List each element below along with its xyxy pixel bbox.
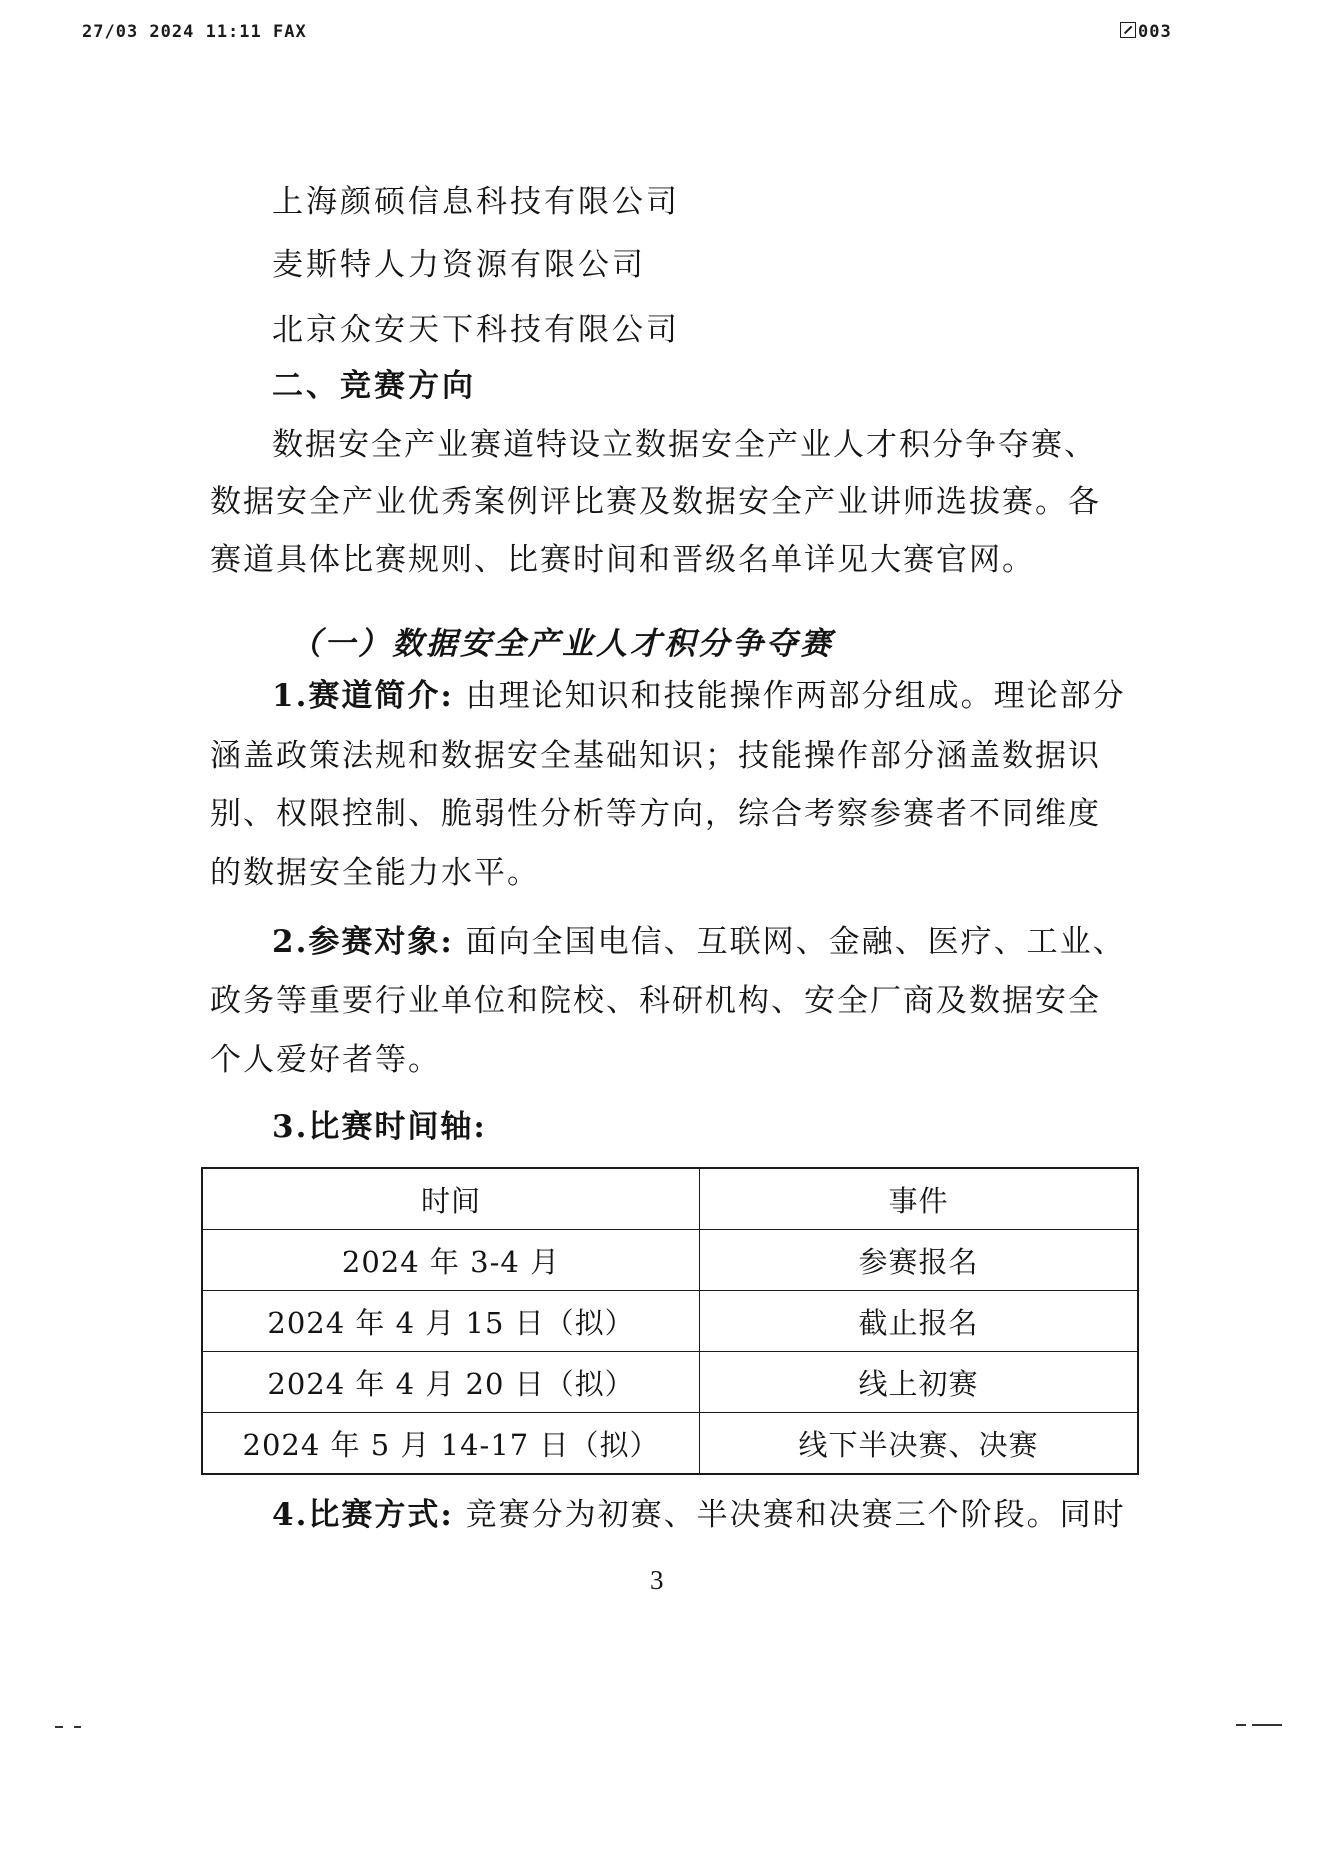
paragraph-line: 数据安全产业赛道特设立数据安全产业人才积分争夺赛、: [272, 427, 1097, 463]
event-cell: 截止报名: [700, 1291, 1139, 1352]
item-first-line: [272, 676, 1126, 716]
company-name: 上海颜硕信息科技有限公司: [272, 184, 680, 220]
item-first-line: [272, 922, 1126, 962]
fax-header-timestamp: 27/03 2024 11:11 FAX: [82, 22, 307, 42]
table-row: [202, 1413, 1138, 1475]
item-label: 2.参赛对象:: [272, 924, 454, 960]
company-name: 麦斯特人力资源有限公司: [272, 247, 646, 283]
paragraph-line: 个人爱好者等。: [210, 1042, 441, 1078]
scan-artifact-mark: [74, 1726, 81, 1728]
table-row: [202, 1352, 1138, 1413]
column-header-time: 时间: [202, 1168, 700, 1230]
paragraph-line: 数据安全产业优秀案例评比赛及数据安全产业讲师选拔赛。各: [210, 484, 1101, 520]
scan-artifact-mark: [1252, 1724, 1282, 1726]
item-label: 4.比赛方式:: [272, 1497, 454, 1533]
timeline-table: [201, 1167, 1139, 1475]
paragraph-line: 别、权限控制、脆弱性分析等方向，综合考察参赛者不同维度: [210, 796, 1101, 832]
table-row: [202, 1230, 1138, 1291]
scan-artifact-mark: [55, 1726, 63, 1728]
time-cell: 2024 年 3-4 月: [202, 1230, 700, 1291]
item-label: 1.赛道简介:: [272, 678, 454, 714]
item-text: 由理论知识和技能操作两部分组成。理论部分: [453, 678, 1126, 714]
item-first-line: [272, 1495, 1126, 1535]
table-header-row: [202, 1168, 1138, 1230]
section-heading: 二、竞赛方向: [272, 368, 476, 404]
paragraph-line: 政务等重要行业单位和院校、科研机构、安全厂商及数据安全: [210, 983, 1101, 1019]
table-row: [202, 1291, 1138, 1352]
column-header-event: 事件: [700, 1168, 1139, 1230]
fax-header-page-counter: [1120, 22, 1172, 42]
page-number: 3: [650, 1565, 664, 1595]
paragraph-line: 赛道具体比赛规则、比赛时间和晋级名单详见大赛官网。: [210, 542, 1035, 578]
subsection-heading: （一）数据安全产业人才积分争夺赛: [290, 626, 834, 662]
scan-artifact-mark: [1236, 1724, 1246, 1726]
fax-page-icon: [1120, 22, 1136, 38]
event-cell: 线下半决赛、决赛: [700, 1413, 1139, 1475]
paragraph-line: 涵盖政策法规和数据安全基础知识；技能操作部分涵盖数据识: [210, 738, 1101, 774]
item-text: 竞赛分为初赛、半决赛和决赛三个阶段。同时: [453, 1497, 1126, 1533]
item-text: 面向全国电信、互联网、金融、医疗、工业、: [453, 924, 1126, 960]
time-cell: 2024 年 5 月 14-17 日（拟）: [202, 1413, 700, 1475]
paragraph-line: 的数据安全能力水平。: [210, 855, 540, 891]
company-name: 北京众安天下科技有限公司: [272, 312, 680, 348]
fax-page-count: 003: [1138, 22, 1172, 42]
event-cell: 参赛报名: [700, 1230, 1139, 1291]
event-cell: 线上初赛: [700, 1352, 1139, 1413]
item-label: 3.比赛时间轴:: [272, 1109, 487, 1145]
time-cell: 2024 年 4 月 20 日（拟）: [202, 1352, 700, 1413]
time-cell: 2024 年 4 月 15 日（拟）: [202, 1291, 700, 1352]
